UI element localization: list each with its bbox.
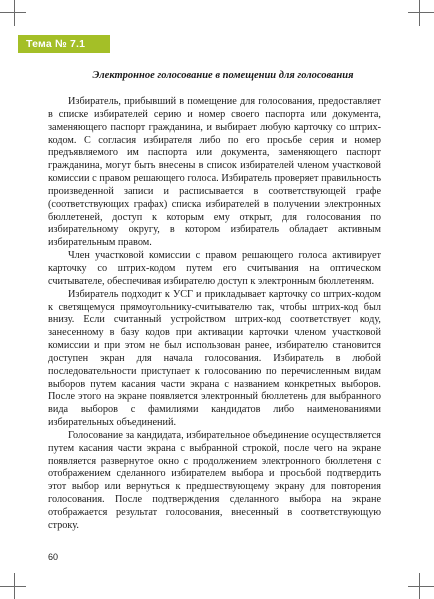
section-title: Электронное голосование в помещении для голосования (92, 70, 354, 81)
paragraph: Избиратель, прибывший в помещение для голосования, предоставляет в списке избирателей серию и номер своего паспорта или документа, заменяющего паспорт гражданина, и выбирает любую карточку со штрих-кодом. С согласия избирателя либо по его просьбе серия и номер предъявляемого им паспорта или документа, заменяющего паспорт гражданина, могут быть внесены в список избирателей членом участковой комиссии с правом решающего голоса. Избиратель проверяет правильность произведенной записи и расписывается в соответствующей графе (соответствующих графах) списка избирателей в получении электронных бюллетеней, доступ к которым ему открыт, для голосования по избирательному округу, в котором избиратель обладает активным избирательным правом. (48, 96, 381, 249)
crop-mark (14, 573, 15, 599)
crop-mark (408, 586, 434, 587)
body-text (48, 96, 381, 533)
crop-mark (14, 0, 15, 26)
page-number: 60 (48, 552, 59, 562)
paragraph: Член участковой комиссии с правом решающего голоса активирует карточку со штрих-кодом путем его считывания на оптическом считывателе, обеспечивая избирателю доступ к электронным бюллетеням. (48, 250, 381, 287)
paragraph: Голосование за кандидата, избирательное объединение осуществляется путем касания части экрана с выбранной строкой, после чего на экране появляется развернутое окно с продолжением электронного бюллетеня с отображением сделанного избирателем выбора и просьбой подтвердить этот выбор или вернуться к предшествующему экрану для повторения голосования. После подтверждения сделанного выбора на экране отображается результат голосования, внесенный в соответствующую строку. (48, 429, 381, 531)
crop-mark (0, 12, 26, 13)
paragraph: Избиратель подходит к УСГ и прикладывает карточку со штрих-кодом к светящемуся прямоугольнику-считывателю так, чтобы штрих-код был внизу. Если считанный устройством штрих-код соответствует коду, занесенному в базу кодов при активации карточки членом участковой комиссии и при этом не был использован ранее, избирателю становится доступен экран для начала голосования. Избиратель в любой последовательности приступает к голосованию по перечисленным видам выборов путем касания части экрана с названием конкретных выборов. После этого на экране появляется электронный бюллетень для выбранного вида выборов с фамилиями кандидатов либо наименованиями избирательных объединений. (48, 288, 381, 429)
crop-mark (0, 586, 26, 587)
crop-mark (419, 0, 420, 26)
crop-mark (419, 573, 420, 599)
topic-label: Тема № 7.1 (26, 38, 86, 50)
crop-mark (408, 12, 434, 13)
